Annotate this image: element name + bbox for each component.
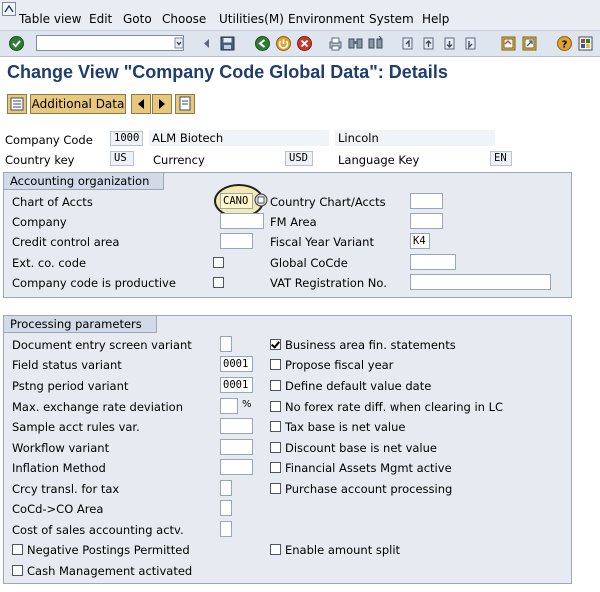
financial-assets-label: Financial Assets Mgmt active	[285, 461, 452, 475]
chart-of-accts-field[interactable]: CANO	[220, 193, 253, 209]
discount-base-net-label: Discount base is net value	[285, 441, 437, 455]
back-icon[interactable]	[254, 35, 271, 52]
crcy-transl-tax-field[interactable]	[220, 480, 232, 496]
language-key-value: EN	[490, 151, 512, 166]
pstng-period-variant-label: Pstng period variant	[12, 379, 129, 393]
print-icon[interactable]	[327, 35, 344, 52]
menu-system[interactable]: System	[369, 12, 414, 26]
cash-management-checkbox[interactable]	[12, 565, 23, 576]
default-value-date-label: Define default value date	[285, 379, 432, 393]
workflow-variant-label: Workflow variant	[12, 441, 110, 455]
cost-of-sales-label: Cost of sales accounting actv.	[12, 523, 184, 537]
chart-of-accts-label: Chart of Accts	[12, 195, 93, 209]
command-field-dropdown-icon[interactable]	[174, 37, 184, 49]
find-icon[interactable]	[347, 35, 364, 52]
no-forex-rate-diff-label: No forex rate diff. when clearing in LC	[285, 400, 504, 414]
svg-text:?: ?	[561, 39, 568, 51]
tax-base-net-label: Tax base is net value	[285, 420, 406, 434]
enter-icon[interactable]	[8, 35, 25, 52]
fiscal-year-variant-field[interactable]: K4	[410, 233, 430, 249]
purchase-account-checkbox[interactable]	[270, 483, 281, 494]
productive-checkbox[interactable]	[213, 277, 224, 288]
sample-acct-rules-field[interactable]	[220, 418, 253, 434]
command-field[interactable]	[36, 35, 184, 51]
field-status-variant-label: Field status variant	[12, 358, 122, 372]
menu-environment[interactable]: Environment	[288, 12, 365, 26]
last-page-icon[interactable]	[463, 35, 480, 52]
business-area-checkbox[interactable]	[270, 339, 281, 350]
country-key-value: US	[110, 151, 134, 166]
vat-reg-field[interactable]	[410, 274, 551, 290]
doc-entry-variant-field[interactable]	[220, 336, 232, 352]
tax-base-net-checkbox[interactable]	[270, 421, 281, 432]
accounting-organization-title: Accounting organization	[4, 173, 164, 190]
negative-postings-checkbox[interactable]	[12, 544, 23, 555]
city: Lincoln	[335, 130, 495, 146]
inflation-method-field[interactable]	[220, 459, 253, 475]
menu-utilities[interactable]: Utilities(M)	[219, 12, 284, 26]
back-arrow-icon[interactable]	[198, 35, 215, 52]
menu-help[interactable]: Help	[422, 12, 450, 26]
propose-fiscal-year-checkbox[interactable]	[270, 359, 281, 370]
help-icon[interactable]	[556, 35, 573, 52]
percent-unit: %	[242, 399, 252, 410]
credit-control-label: Credit control area	[12, 235, 120, 249]
create-session-icon[interactable]	[500, 35, 517, 52]
cocd-co-area-field[interactable]	[220, 500, 232, 516]
financial-assets-checkbox[interactable]	[270, 462, 281, 473]
company-field[interactable]	[220, 213, 264, 229]
max-exchange-rate-label: Max. exchange rate deviation	[12, 400, 184, 414]
vat-reg-label: VAT Registration No.	[270, 276, 387, 290]
purchase-account-label: Purchase account processing	[285, 482, 453, 496]
discount-base-net-checkbox[interactable]	[270, 442, 281, 453]
company-name: ALM Biotech	[149, 130, 329, 146]
propose-fiscal-year-label: Propose fiscal year	[285, 358, 394, 372]
search-help-icon[interactable]	[254, 193, 268, 207]
next-entry-icon[interactable]	[152, 94, 172, 114]
first-page-icon[interactable]	[400, 35, 417, 52]
language-key-label: Language Key	[338, 153, 420, 167]
global-cocde-label: Global CoCde	[270, 256, 348, 270]
max-exchange-rate-field[interactable]	[220, 398, 238, 414]
previous-page-icon[interactable]	[421, 35, 438, 52]
exit-icon[interactable]	[275, 35, 292, 52]
cash-management-label: Cash Management activated	[27, 564, 193, 578]
overview-icon[interactable]	[7, 94, 27, 114]
previous-entry-icon[interactable]	[131, 94, 151, 114]
productive-label: Company code is productive	[12, 276, 176, 290]
field-status-variant-field[interactable]: 0001	[220, 356, 253, 372]
processing-parameters-title: Processing parameters	[4, 316, 157, 333]
fm-area-label: FM Area	[270, 215, 317, 229]
menu-choose[interactable]: Choose	[162, 12, 207, 26]
inflation-method-label: Inflation Method	[12, 461, 106, 475]
menu-edit[interactable]: Edit	[89, 12, 113, 26]
credit-control-field[interactable]	[220, 233, 253, 249]
default-value-date-checkbox[interactable]	[270, 380, 281, 391]
workflow-variant-field[interactable]	[220, 439, 253, 455]
fm-area-field[interactable]	[410, 213, 443, 229]
save-icon[interactable]	[219, 35, 236, 52]
country-chart-label: Country Chart/Accts	[270, 195, 386, 209]
cancel-icon[interactable]	[296, 35, 313, 52]
fiscal-year-variant-label: Fiscal Year Variant	[270, 235, 374, 249]
next-page-icon[interactable]	[442, 35, 459, 52]
global-cocde-field[interactable]	[410, 254, 456, 270]
doc-entry-variant-label: Document entry screen variant	[12, 338, 192, 352]
processing-parameters-group	[3, 315, 572, 584]
customize-layout-icon[interactable]	[577, 35, 594, 52]
menu-goto[interactable]: Goto	[123, 12, 152, 26]
menu-bar	[0, 0, 600, 31]
page-title: Change View "Company Code Global Data": Details	[7, 62, 448, 82]
business-area-label: Business area fin. statements	[285, 338, 456, 352]
menu-table-view[interactable]: Table view	[19, 12, 82, 26]
crcy-transl-tax-label: Crcy transl. for tax	[12, 482, 120, 496]
print-view-icon[interactable]	[175, 94, 195, 114]
country-chart-field[interactable]	[410, 193, 443, 209]
country-key-label: Country key	[5, 153, 75, 167]
company-code-value: 1000	[110, 131, 143, 146]
ext-co-code-checkbox[interactable]	[213, 257, 224, 268]
sap-menu-icon[interactable]	[2, 2, 16, 16]
shortcut-icon[interactable]	[521, 35, 538, 52]
accounting-organization-group	[3, 172, 572, 298]
currency-label: Currency	[153, 153, 205, 167]
cocd-co-area-label: CoCd->CO Area	[12, 502, 104, 516]
negative-postings-label: Negative Postings Permitted	[27, 543, 190, 557]
additional-data-button[interactable]: Additional Data	[30, 94, 126, 114]
company-label: Company	[12, 215, 67, 229]
sample-acct-rules-label: Sample acct rules var.	[12, 420, 140, 434]
cost-of-sales-field[interactable]	[220, 521, 232, 537]
ext-co-code-label: Ext. co. code	[12, 256, 87, 270]
pstng-period-variant-field[interactable]: 0001	[220, 377, 253, 393]
company-code-label: Company Code	[5, 133, 93, 147]
currency-value: USD	[285, 151, 313, 166]
enable-amount-split-checkbox[interactable]	[270, 544, 281, 555]
no-forex-rate-diff-checkbox[interactable]	[270, 401, 281, 412]
application-toolbar	[0, 92, 600, 117]
standard-toolbar	[0, 31, 600, 57]
enable-amount-split-label: Enable amount split	[285, 543, 401, 557]
find-next-icon[interactable]	[367, 35, 384, 52]
